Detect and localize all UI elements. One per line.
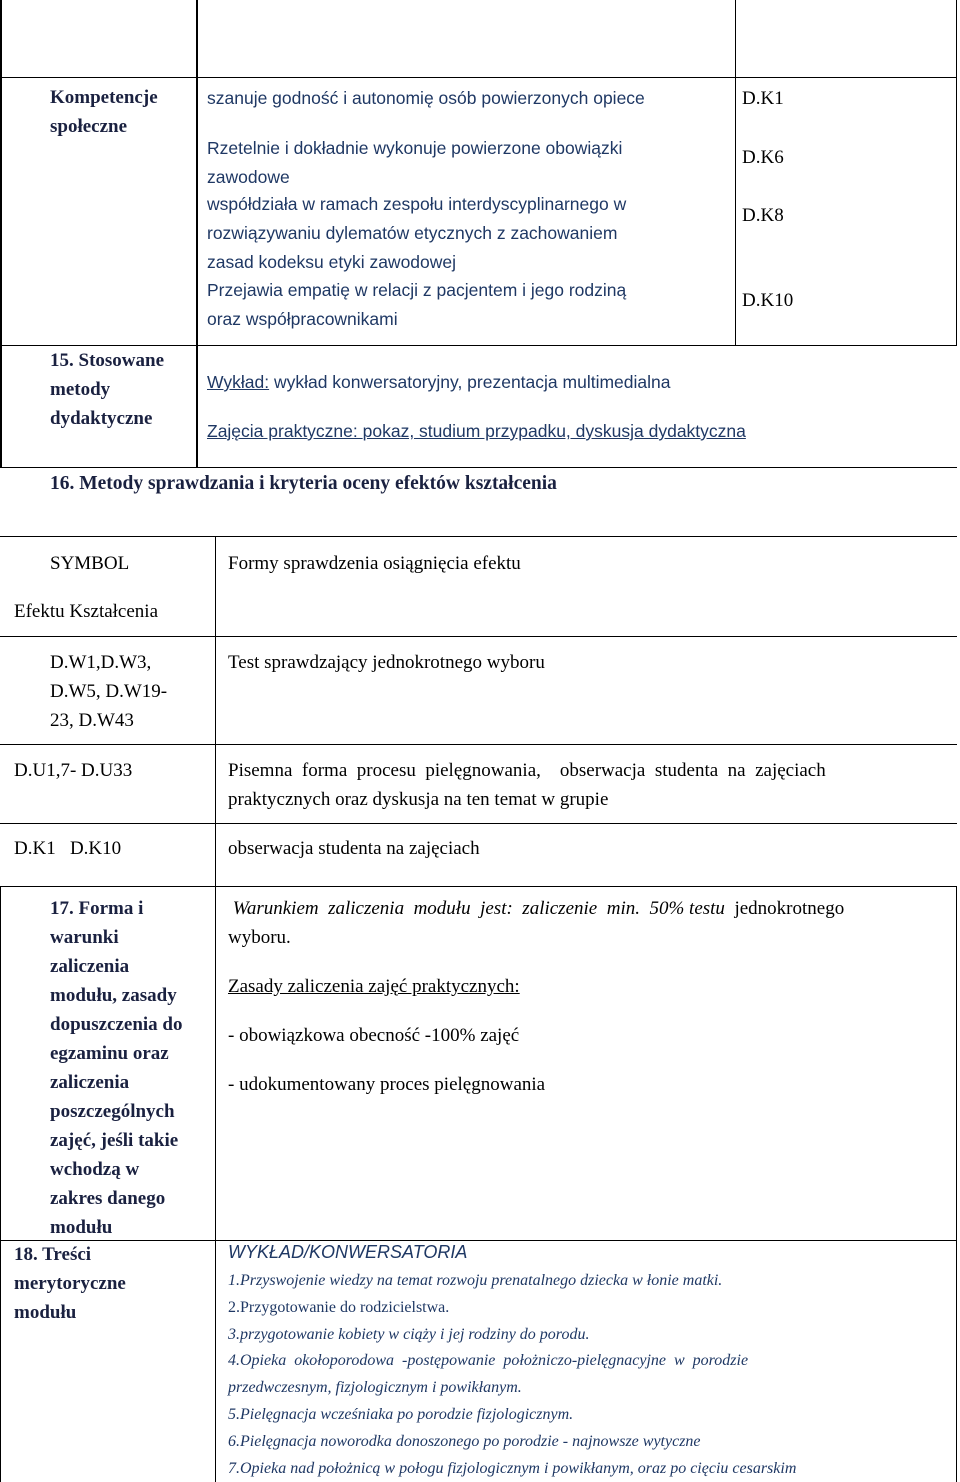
lecture-methods: Wykład: wykład konwersatoryjny, prezentacja multimedialna [207, 372, 671, 392]
section15-label: 15. Stosowane metody dydaktyczne [50, 350, 165, 429]
topic-item: 3.przygotowanie kobiety w ciąży i jej rodziny do porodu. [228, 1325, 590, 1343]
section17-content [228, 894, 948, 1099]
topic-item: 2.Przygotowanie do rodzicielstwa. [228, 1298, 450, 1316]
competence-item: szanuje godność i autonomię osób powierzonych opiece [207, 88, 645, 108]
topic-item: 5.Pielęgnacja wcześniaka po porodzie fizjologicznym. [228, 1405, 574, 1423]
code: D.K6 [742, 147, 784, 168]
border [0, 536, 957, 537]
border [0, 886, 957, 887]
border [0, 744, 957, 745]
topic-item: 7.Opieka nad położnicą w połogu fizjologicznym i powikłanym, oraz po cięciu cesarskim [228, 1459, 797, 1477]
border [215, 886, 216, 1482]
competence-list [207, 84, 727, 334]
practical-methods: Zajęcia praktyczne: pokaz, studium przypadku, dyskusja dydaktyczna [207, 421, 746, 441]
code: D.K1 [742, 88, 784, 109]
pass-condition-cont: wyboru. [228, 927, 291, 948]
competence-item: Przejawia empatię w relacji z pacjentem i jego rodziną oraz współpracownikami [207, 280, 627, 329]
border [956, 886, 957, 1482]
competence-item: Rzetelnie i dokładnie wykonuje powierzone obowiązki zawodowe [207, 138, 623, 187]
border [0, 0, 2, 467]
topic-item: 6.Pielęgnacja noworodka donoszonego po porodzie - najnowsze wytyczne [228, 1432, 701, 1450]
border [956, 0, 957, 345]
border [0, 467, 957, 468]
rule-item: - obowiązkowa obecność -100% zajęć [228, 1025, 520, 1046]
border [0, 1240, 957, 1241]
form-cell: obserwacja studenta na zajęciach [228, 838, 480, 859]
topic-item: 4.Opieka okołoporodowa -postępowanie położniczo-pielęgnacyjne w porodzie [228, 1352, 749, 1370]
border [196, 0, 198, 467]
symbol-cell: D.K1 D.K10 [14, 838, 122, 859]
border [0, 886, 1, 1482]
code: D.K8 [742, 205, 784, 226]
border [0, 77, 957, 78]
section17-label: 17. Forma i warunki zaliczenia modułu, zasady dopuszczenia do egzaminu oraz zaliczenia poszczególnych zajęć, jeśli takie wchodzą w zakres danego modułu [50, 898, 183, 1238]
rules-title: Zasady zaliczenia zajęć praktycznych: [228, 976, 520, 997]
topic-item: przedwczesnym, fizjologicznym i powikłanym. [228, 1379, 522, 1397]
border [0, 823, 957, 824]
code: D.K10 [742, 290, 794, 311]
symbol-header: SYMBOL Efektu Kształcenia [14, 553, 159, 622]
border [0, 636, 957, 637]
pass-condition: Warunkiem zaliczenia modułu jest: zaliczenie min. 50% testu jednokrotnego [228, 898, 845, 919]
symbol-cell: D.U1,7- D.U33 [14, 760, 133, 781]
topic-item: 1.Przyswojenie wiedzy na temat rozwoju prenatalnego dziecka w łonie matki. [228, 1272, 723, 1289]
section16-title: 16. Metody sprawdzania i kryteria oceny efektów kształcenia [50, 473, 557, 494]
border [735, 0, 736, 345]
section18-list [228, 1268, 948, 1482]
competence-item: współdziała w ramach zespołu interdyscyplinarnego w rozwiązywaniu dylematów etycznych z zachowaniem zasad kodeksu etyki zawodowej [207, 194, 627, 272]
competence-label: Kompetencje społeczne [50, 87, 158, 137]
form-cell: Pisemna forma procesu pielęgnowania, obserwacja studenta na zajęciach praktycznych oraz dyskusja na ten temat w grupie [228, 760, 826, 810]
forms-header: Formy sprawdzenia osiągnięcia efektu [228, 553, 521, 574]
section18-heading: WYKŁAD/KONWERSATORIA [228, 1242, 468, 1262]
symbol-cell: D.W1,D.W3, D.W5, D.W19- 23, D.W43 [50, 652, 168, 731]
rule-item: - udokumentowany proces pielęgnowania [228, 1074, 546, 1095]
form-cell: Test sprawdzający jednokrotnego wyboru [228, 652, 545, 673]
border [215, 536, 216, 886]
competence-codes [742, 84, 793, 315]
section18-label: 18. Treści merytoryczne modułu [14, 1244, 126, 1323]
